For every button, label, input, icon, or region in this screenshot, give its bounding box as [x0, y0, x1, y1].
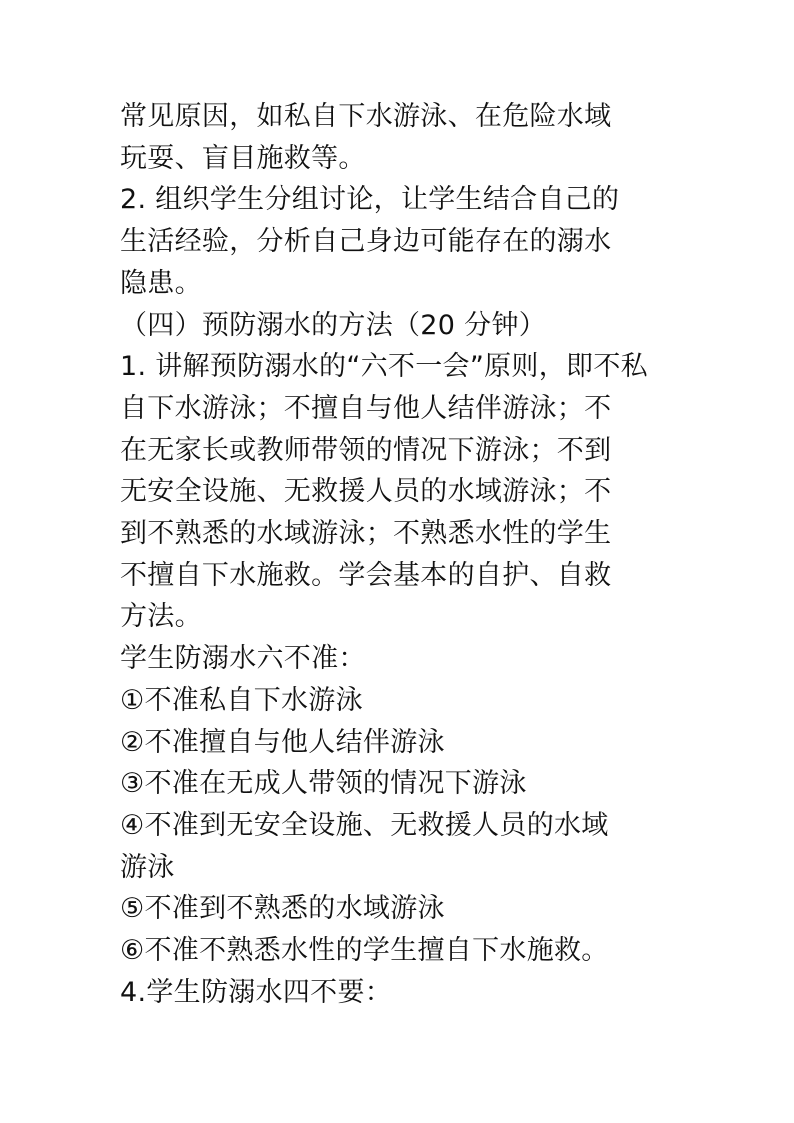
text-line: 不擅自下水施救。学会基本的自护、自救 [120, 559, 612, 591]
text-line: 方法。 [120, 601, 202, 633]
rule-item-6 [120, 930, 680, 972]
document-page [120, 96, 680, 1013]
text-line: 无安全设施、无救援人员的水域游泳；不 [120, 476, 612, 508]
section-heading-prevention-methods [120, 305, 680, 347]
rule-item-1 [120, 680, 680, 722]
rule-item-4 [120, 805, 680, 888]
rule-item-3 [120, 763, 680, 805]
text-line: ②不准擅自与他人结伴游泳 [120, 726, 445, 758]
text-line: ③不准在无成人带领的情况下游泳 [120, 768, 527, 800]
text-line: 2. 组织学生分组讨论，让学生结合自己的 [120, 184, 620, 216]
four-dont-title [120, 972, 680, 1014]
rule-item-2 [120, 722, 680, 764]
text-line: ⑤不准到不熟悉的水域游泳 [120, 893, 445, 925]
text-line: 到不熟悉的水域游泳；不熟悉水性的学生 [120, 518, 612, 550]
paragraph-six-no-one-can [120, 346, 680, 638]
six-rules-title [120, 638, 680, 680]
text-line: ⑥不准不熟悉水性的学生擅自下水施救。 [120, 935, 609, 967]
text-line: 1. 讲解预防溺水的“六不一会”原则，即不私 [120, 351, 648, 383]
text-line: 玩耍、盲目施救等。 [120, 142, 366, 174]
text-line: 隐患。 [120, 267, 202, 299]
paragraph-group-discussion [120, 179, 680, 304]
text-line: 学生防溺水六不准： [120, 643, 366, 675]
paragraph-drowning-causes [120, 96, 680, 179]
rule-item-5 [120, 888, 680, 930]
text-line: 游泳 [120, 851, 175, 883]
text-line: 生活经验，分析自己身边可能存在的溺水 [120, 226, 612, 258]
text-line: ④不准到无安全设施、无救援人员的水域 [120, 809, 609, 841]
text-line: ①不准私自下水游泳 [120, 684, 363, 716]
text-line: 常见原因，如私自下水游泳、在危险水域 [120, 101, 612, 132]
text-line: 自下水游泳；不擅自与他人结伴游泳；不 [120, 392, 612, 424]
text-line: 4.学生防溺水四不要： [120, 976, 393, 1008]
text-line: （四）预防溺水的方法（20 分钟） [120, 309, 547, 341]
text-line: 在无家长或教师带领的情况下游泳；不到 [120, 434, 612, 466]
